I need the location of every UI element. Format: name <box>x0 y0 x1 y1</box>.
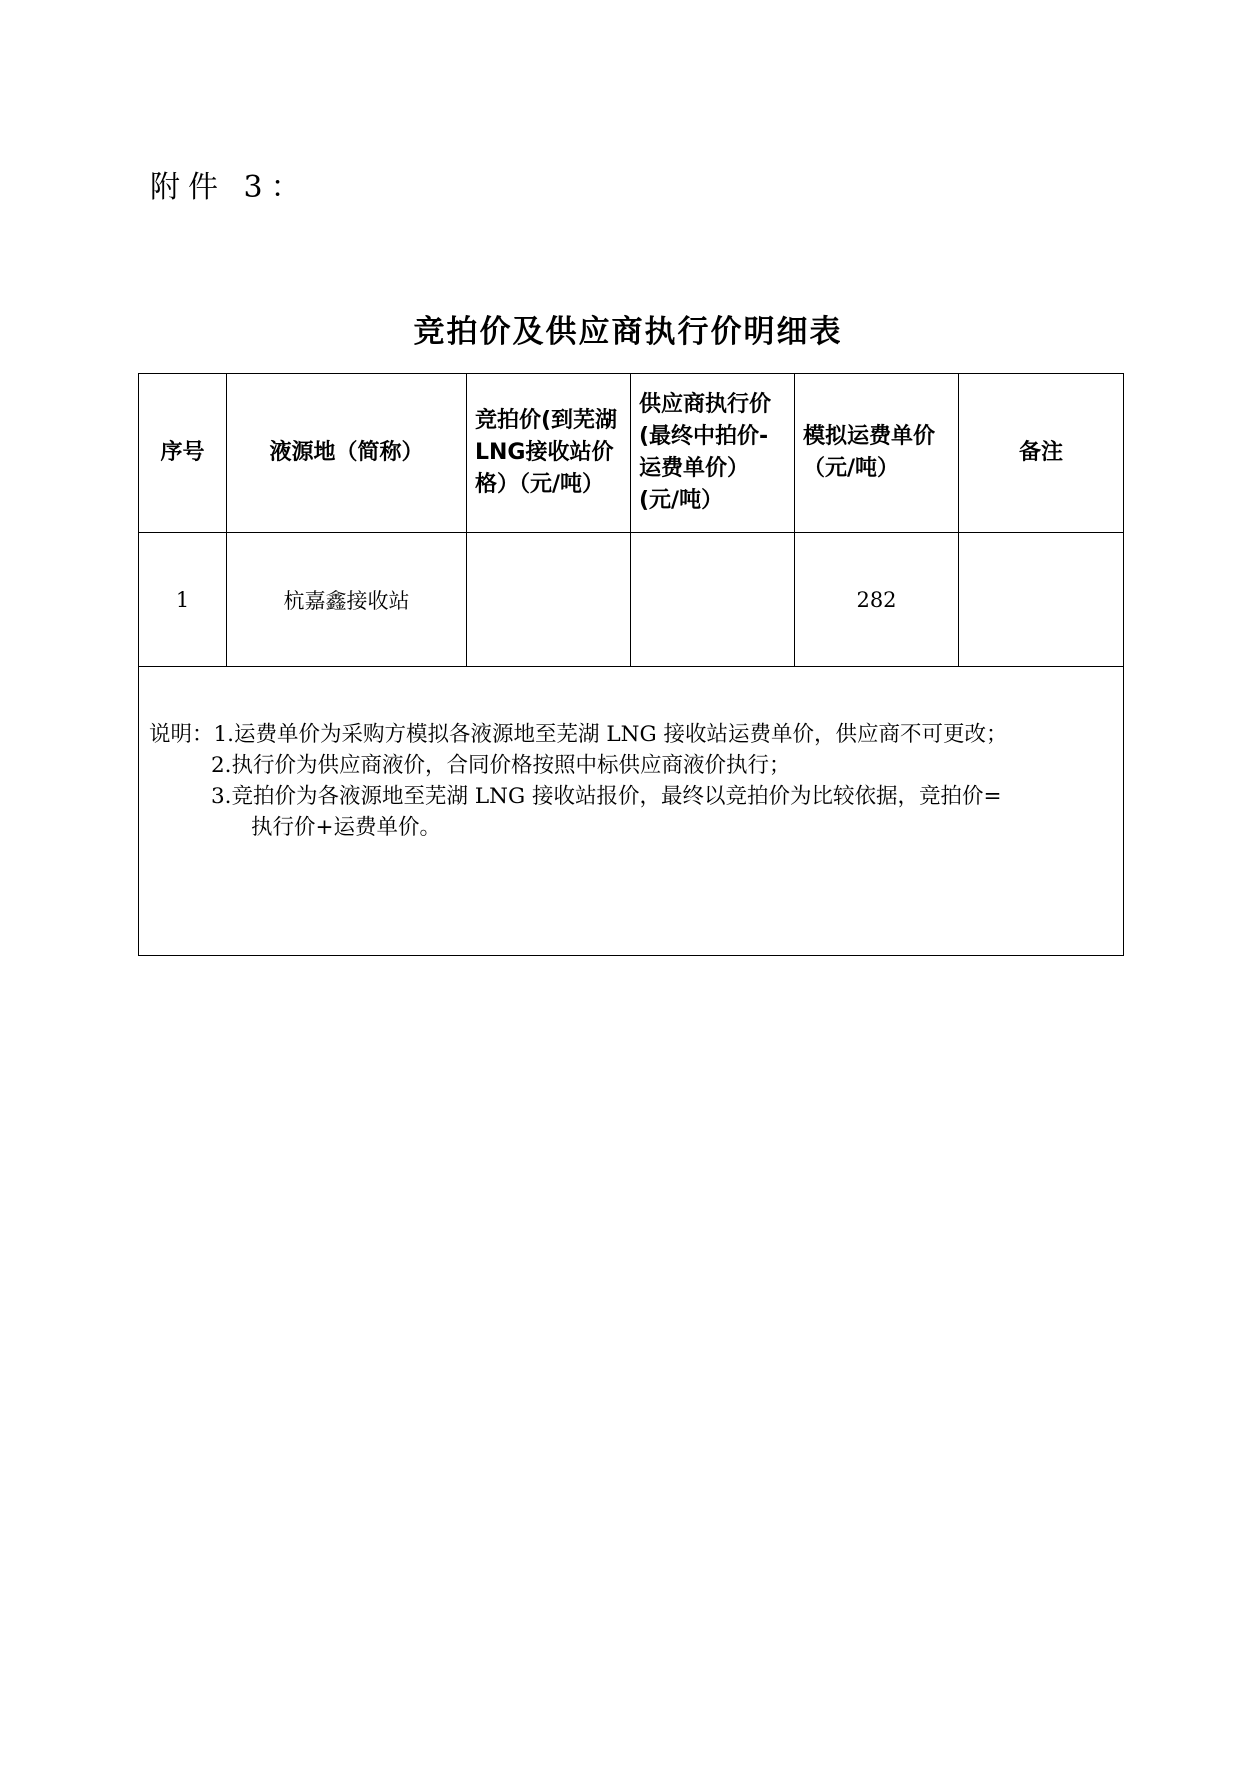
note-line-4: 执行价+运费单价。 <box>251 815 442 840</box>
note-line-3: 3.竞拍价为各液源地至芜湖 LNG 接收站报价，最终以竞拍价为比较依据，竞拍价= <box>211 784 1002 809</box>
table-header-row <box>139 374 1124 533</box>
cell-source: 杭嘉鑫接收站 <box>227 533 467 667</box>
column-header-index: 序号 <box>139 374 227 533</box>
note-line-1: 说明：1.运费单价为采购方模拟各液源地至芜湖 LNG 接收站运费单价，供应商不可更改； <box>149 722 1008 747</box>
cell-execution-price <box>631 533 795 667</box>
cell-index: 1 <box>139 533 227 667</box>
cell-remark <box>959 533 1124 667</box>
cell-bid-price <box>467 533 631 667</box>
column-header-remark: 备注 <box>959 374 1124 533</box>
notes-row <box>139 667 1124 956</box>
document-title: 竞拍价及供应商执行价明细表 <box>413 314 843 350</box>
column-header-source: 液源地（简称） <box>227 374 467 533</box>
column-header-bid-price: 竞拍价(到芜湖LNG接收站价格）（元/吨） <box>467 374 631 533</box>
price-detail-table <box>138 373 1124 956</box>
notes-cell <box>139 667 1124 956</box>
note-line-2: 2.执行价为供应商液价，合同价格按照中标供应商液价执行； <box>211 753 791 778</box>
column-header-freight-price: 模拟运费单价（元/吨） <box>795 374 959 533</box>
table-row <box>139 533 1124 667</box>
cell-freight-price: 282 <box>795 533 959 667</box>
column-header-execution-price: 供应商执行价(最终中拍价-运费单价）(元/吨） <box>631 374 795 533</box>
attachment-label: 附件 3： <box>150 170 309 205</box>
